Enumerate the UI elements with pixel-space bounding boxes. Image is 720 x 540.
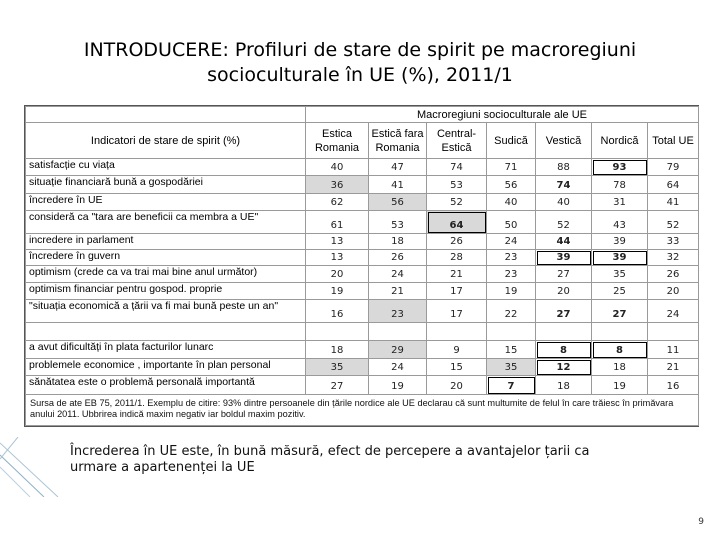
row-value: 23	[369, 300, 427, 323]
row-label: problemele economice , importante în plan personal	[26, 359, 306, 376]
row-value: 47	[369, 159, 427, 176]
row-value: 8	[536, 341, 592, 359]
row-value: 33	[648, 234, 699, 250]
row-value: 31	[592, 194, 648, 211]
slide-title-line2: socioculturale în UE (%), 2011/1	[207, 64, 513, 86]
row-label: încredere în UE	[26, 194, 306, 211]
row-value: 61	[306, 211, 369, 234]
row-value: 41	[648, 194, 699, 211]
row-value: 26	[369, 250, 427, 266]
row-value: 56	[369, 194, 427, 211]
row-label: incredere in parlament	[26, 234, 306, 250]
row-value: 27	[306, 376, 369, 395]
row-value: 39	[592, 250, 648, 266]
row-label: optimism (crede ca va trai mai bine anul următor)	[26, 266, 306, 283]
row-value: 22	[487, 300, 536, 323]
indicator-header: Indicatori de stare de spirit (%)	[26, 123, 306, 159]
row-value: 40	[536, 194, 592, 211]
row-value: 19	[369, 376, 427, 395]
table-row	[26, 159, 699, 176]
row-value: 64	[648, 176, 699, 194]
row-value: 13	[306, 250, 369, 266]
row-value: 20	[306, 266, 369, 283]
col-header: Estica Romania	[306, 123, 369, 159]
row-value: 43	[592, 211, 648, 234]
row-value: 74	[536, 176, 592, 194]
row-value: 13	[306, 234, 369, 250]
row-value: 53	[369, 211, 427, 234]
table-row	[26, 176, 699, 194]
row-label: sănătatea este o problemă personală importantă	[26, 376, 306, 395]
table-row-spacer	[26, 323, 699, 341]
row-value: 44	[536, 234, 592, 250]
row-label: "situația economică a țării va fi mai bună peste un an"	[26, 300, 306, 323]
row-value: 40	[487, 194, 536, 211]
row-value: 52	[648, 211, 699, 234]
row-value: 24	[487, 234, 536, 250]
row-value: 17	[427, 283, 487, 300]
row-label: situație financiară bună a gospodăriei	[26, 176, 306, 194]
row-value: 52	[427, 194, 487, 211]
row-label: optimism financiar pentru gospod. proprie	[26, 283, 306, 300]
header-spacer	[26, 107, 306, 123]
row-value: 53	[427, 176, 487, 194]
row-value: 17	[427, 300, 487, 323]
col-header: Central-Estică	[427, 123, 487, 159]
row-value: 24	[369, 266, 427, 283]
table-row	[26, 376, 699, 395]
row-value: 26	[427, 234, 487, 250]
row-value: 21	[369, 283, 427, 300]
slide-caption: Încrederea în UE este, în bună măsură, efect de percepere a avantajelor țarii ca urmare a apartenenței la UE	[70, 444, 590, 475]
data-table	[24, 105, 699, 427]
row-value: 39	[536, 250, 592, 266]
row-value: 27	[536, 266, 592, 283]
row-value: 18	[536, 376, 592, 395]
row-value: 16	[306, 300, 369, 323]
table-row	[26, 194, 699, 211]
row-value: 64	[427, 211, 487, 234]
row-value: 11	[648, 341, 699, 359]
row-value: 52	[536, 211, 592, 234]
row-value: 15	[427, 359, 487, 376]
row-value: 26	[648, 266, 699, 283]
table-row	[26, 234, 699, 250]
group-header: Macroregiuni socioculturale ale UE	[306, 107, 699, 123]
row-value: 20	[648, 283, 699, 300]
slide-title-line1: INTRODUCERE: Profiluri de stare de spirit pe macroregiuni	[83, 39, 637, 61]
row-value: 24	[648, 300, 699, 323]
row-value: 40	[306, 159, 369, 176]
row-value: 27	[592, 300, 648, 323]
row-value: 74	[427, 159, 487, 176]
row-value: 62	[306, 194, 369, 211]
table-row	[26, 283, 699, 300]
row-value: 35	[306, 359, 369, 376]
row-value: 25	[592, 283, 648, 300]
row-value: 23	[487, 250, 536, 266]
table-row	[26, 250, 699, 266]
row-value: 28	[427, 250, 487, 266]
col-header: Nordică	[592, 123, 648, 159]
row-value: 29	[369, 341, 427, 359]
row-value: 19	[306, 283, 369, 300]
table-row	[26, 300, 699, 323]
row-value: 9	[427, 341, 487, 359]
row-value: 41	[369, 176, 427, 194]
row-value: 88	[536, 159, 592, 176]
row-value: 36	[306, 176, 369, 194]
col-header: Total UE	[648, 123, 699, 159]
row-value: 24	[369, 359, 427, 376]
row-value: 27	[536, 300, 592, 323]
row-value: 15	[487, 341, 536, 359]
row-label: consideră ca "tara are beneficii ca membra a UE"	[26, 211, 306, 234]
row-label: satisfacție cu viața	[26, 159, 306, 176]
row-value: 35	[487, 359, 536, 376]
row-value: 79	[648, 159, 699, 176]
row-value: 23	[487, 266, 536, 283]
row-value: 39	[592, 234, 648, 250]
row-value: 93	[592, 159, 648, 176]
row-value: 56	[487, 176, 536, 194]
row-value: 78	[592, 176, 648, 194]
col-header: Vestică	[536, 123, 592, 159]
row-value: 35	[592, 266, 648, 283]
page-number: 9	[698, 517, 704, 527]
row-value: 18	[306, 341, 369, 359]
col-header: Estică fara Romania	[369, 123, 427, 159]
row-value: 21	[427, 266, 487, 283]
col-header: Sudică	[487, 123, 536, 159]
table-row	[26, 359, 699, 376]
row-value: 71	[487, 159, 536, 176]
row-value: 20	[427, 376, 487, 395]
table-row	[26, 211, 699, 234]
row-value: 20	[536, 283, 592, 300]
row-value: 18	[369, 234, 427, 250]
row-value: 19	[592, 376, 648, 395]
row-value: 12	[536, 359, 592, 376]
row-value: 18	[592, 359, 648, 376]
source-note: Sursa de ate EB 75, 2011/1. Exemplu de citire: 93% dintre persoanele din țările nordice ale UE declarau că sunt multumite de felul în care trăiesc în primăvara anului 2011. Ubbrirea indică maxim negativ iar boldul maxim pozitiv.	[26, 395, 699, 426]
slide-title	[0, 38, 720, 88]
row-value: 7	[487, 376, 536, 395]
row-value: 19	[487, 283, 536, 300]
table-row	[26, 341, 699, 359]
row-value: 8	[592, 341, 648, 359]
row-value: 21	[648, 359, 699, 376]
row-label: încredere în guvern	[26, 250, 306, 266]
row-value: 50	[487, 211, 536, 234]
table-row	[26, 266, 699, 283]
row-value: 16	[648, 376, 699, 395]
row-value: 32	[648, 250, 699, 266]
row-label: a avut dificultăți în plata facturilor lunarc	[26, 341, 306, 359]
